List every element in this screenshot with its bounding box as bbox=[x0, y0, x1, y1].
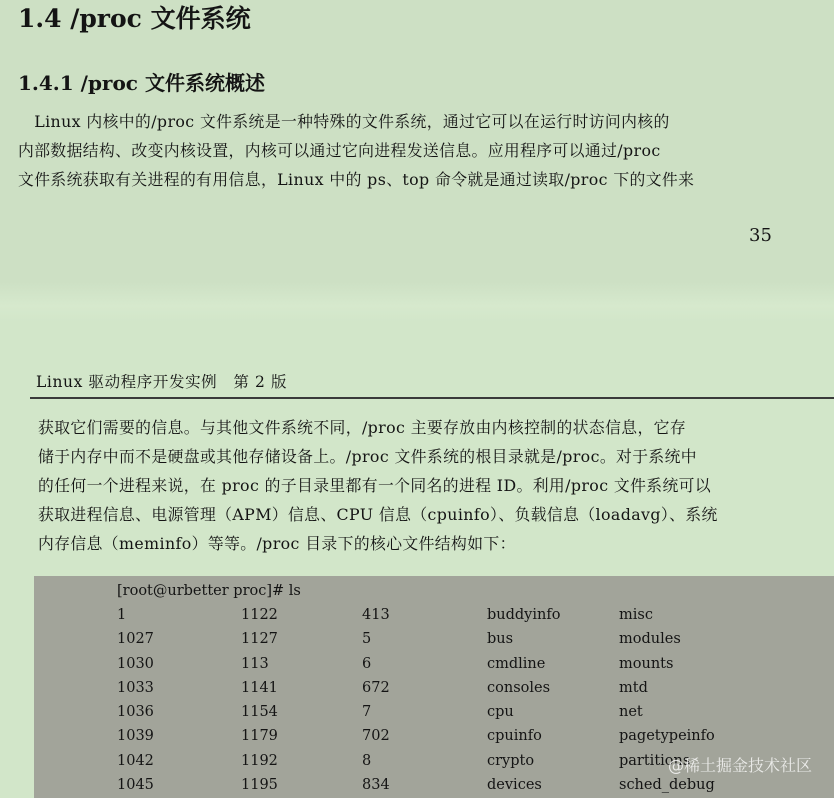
listing-cell: cpu bbox=[487, 704, 514, 721]
listing-cell: misc bbox=[619, 607, 653, 623]
listing-cell: net bbox=[619, 704, 643, 721]
listing-cell: 1154 bbox=[241, 704, 278, 721]
listing-row bbox=[0, 627, 834, 651]
listing-cell: 113 bbox=[241, 655, 269, 672]
listing-row bbox=[0, 773, 834, 797]
listing-row bbox=[0, 700, 834, 724]
listing-cell: mounts bbox=[619, 655, 674, 672]
listing-cell: modules bbox=[619, 631, 681, 648]
listing-cell: crypto bbox=[487, 752, 535, 769]
listing-cell: 1027 bbox=[117, 631, 154, 648]
listing-cell: 1 bbox=[117, 607, 127, 623]
listing-cell: 1141 bbox=[241, 679, 278, 696]
listing-cell: 8 bbox=[362, 752, 372, 769]
running-head: Linux 驱动程序开发实例 第 2 版 bbox=[36, 373, 288, 391]
listing-cell: devices bbox=[487, 777, 542, 794]
listing-row bbox=[0, 676, 834, 700]
subsection-title: 1.4.1 /proc 文件系统概述 bbox=[18, 71, 265, 95]
listing-cell: 834 bbox=[362, 777, 390, 794]
listing-cell: 5 bbox=[362, 631, 372, 648]
paragraph-2-line: 获取进程信息、电源管理（APM）信息、CPU 信息（cpuinfo）、负载信息（loadavg）、系统 bbox=[38, 505, 718, 524]
listing-row bbox=[0, 652, 834, 676]
paragraph-1 bbox=[18, 107, 818, 194]
listing-cell: 1045 bbox=[117, 777, 154, 794]
listing-cell: 1179 bbox=[241, 728, 278, 745]
paragraph-2-line: 的任何一个进程来说，在 proc 的子目录里都有一个同名的进程 ID。利用/proc 文件系统可以 bbox=[38, 476, 712, 495]
section-title: 1.4 /proc 文件系统 bbox=[18, 4, 251, 33]
paragraph-1-line: Linux 内核中的/proc 文件系统是一种特殊的文件系统，通过它可以在运行时访问内核的 bbox=[18, 112, 670, 131]
paragraph-2-line: 内存信息（meminfo）等等。/proc 目录下的核心文件结构如下： bbox=[38, 534, 516, 553]
listing-cell: mtd bbox=[619, 679, 648, 696]
listing-cell: 1195 bbox=[241, 777, 278, 794]
listing-cell: sched_debug bbox=[619, 777, 715, 794]
listing-cell: consoles bbox=[487, 679, 551, 696]
listing-cell: 1042 bbox=[117, 752, 154, 769]
code-command: [root@urbetter proc]# ls bbox=[117, 583, 301, 599]
listing-cell: partitions bbox=[619, 752, 691, 769]
listing-cell: 702 bbox=[362, 728, 390, 745]
listing-cell: 7 bbox=[362, 704, 372, 721]
paragraph-2 bbox=[38, 413, 818, 558]
listing-cell: 413 bbox=[362, 607, 390, 623]
listing-cell: 672 bbox=[362, 679, 390, 696]
listing-cell: 6 bbox=[362, 655, 372, 672]
watermark-text: @稀土掘金技术社区 bbox=[667, 756, 812, 775]
listing-row bbox=[0, 724, 834, 748]
paragraph-2-line: 储于内存中而不是硬盘或其他存储设备上。/proc 文件系统的根目录就是/proc。对于系统中 bbox=[38, 447, 697, 466]
page-gap bbox=[0, 282, 834, 322]
paragraph-1-line: 文件系统获取有关进程的有用信息，Linux 中的 ps、top 命令就是通过读取/proc 下的文件来 bbox=[18, 170, 695, 189]
listing-cell: pagetypeinfo bbox=[619, 728, 715, 745]
listing-row bbox=[0, 603, 834, 627]
listing-cell: buddyinfo bbox=[487, 607, 561, 623]
listing-cell: bus bbox=[487, 631, 514, 648]
header-rule bbox=[30, 397, 834, 399]
listing-cell: 1033 bbox=[117, 679, 154, 696]
listing-cell: 1122 bbox=[241, 607, 278, 623]
listing-cell: 1127 bbox=[241, 631, 278, 648]
listing-cell: 1192 bbox=[241, 752, 278, 769]
page-number: 35 bbox=[749, 225, 772, 246]
paragraph-1-line: 内部数据结构、改变内核设置，内核可以通过它向进程发送信息。应用程序可以通过/proc bbox=[18, 141, 661, 160]
listing-cell: 1039 bbox=[117, 728, 154, 745]
paragraph-2-line: 获取它们需要的信息。与其他文件系统不同，/proc 主要存放由内核控制的状态信息，它存 bbox=[38, 418, 687, 437]
listing-cell: cmdline bbox=[487, 655, 546, 672]
listing-cell: 1036 bbox=[117, 704, 154, 721]
listing-cell: cpuinfo bbox=[487, 728, 542, 745]
listing-cell: 1030 bbox=[117, 655, 154, 672]
